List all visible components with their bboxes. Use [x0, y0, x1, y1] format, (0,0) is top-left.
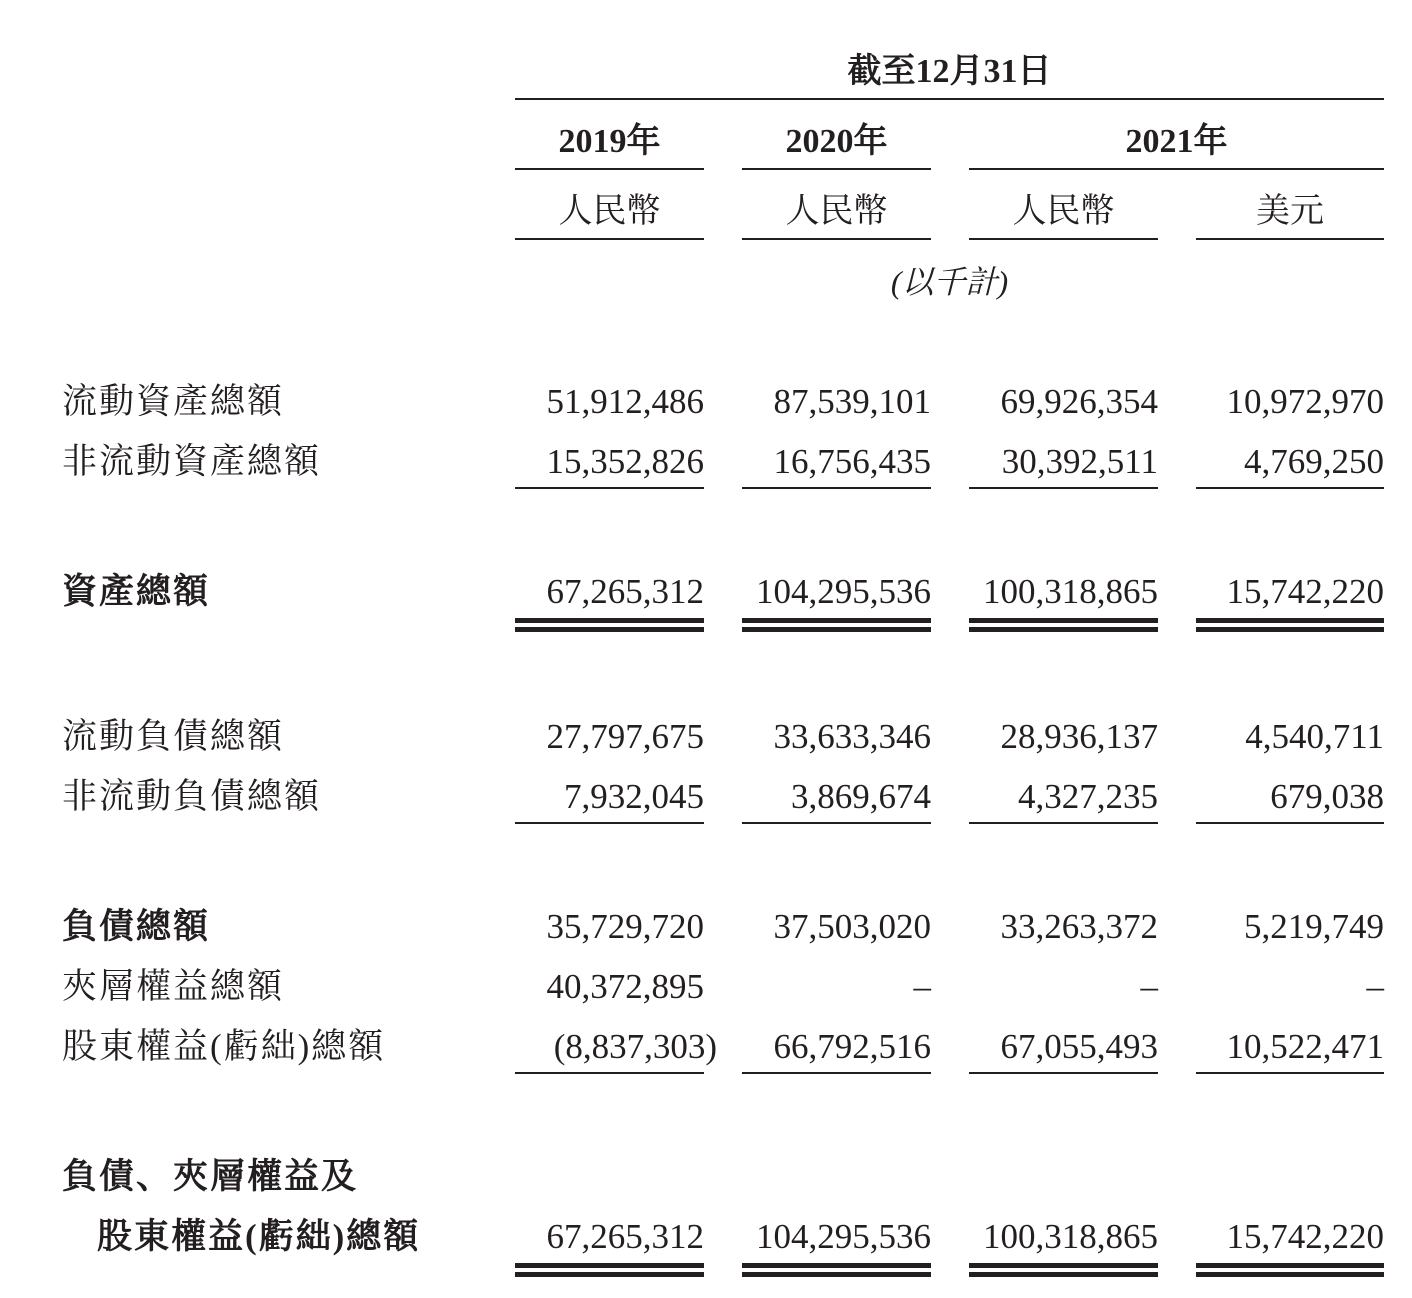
- subtotal-rule: [515, 822, 704, 824]
- cell-value: 67,055,493: [1000, 1027, 1158, 1066]
- row-label: 股東權益(虧絀)總額: [62, 1027, 386, 1066]
- cell-value: 67,265,312: [546, 572, 704, 611]
- cell-value: 7,932,045: [564, 777, 704, 816]
- cell-value: 5,219,749: [1244, 907, 1384, 946]
- year-2019-header: 2019年: [558, 123, 661, 160]
- cell-value: –: [1366, 967, 1384, 1006]
- subtotal-rule: [742, 487, 931, 489]
- cell-value: 4,769,250: [1244, 442, 1384, 481]
- row-label: 流動資產總額: [62, 382, 285, 421]
- cell-value: 104,295,536: [756, 1217, 931, 1256]
- cell-value: 87,539,101: [773, 382, 931, 421]
- cell-value: 10,522,471: [1226, 1027, 1384, 1066]
- currency-2021-usd: 美元: [1256, 193, 1324, 230]
- row-label: 負債、夾層權益及: [62, 1157, 359, 1196]
- cell-value: 15,742,220: [1226, 572, 1384, 611]
- total-double-rule: [742, 1263, 931, 1277]
- currency-rule: [1196, 238, 1384, 240]
- currency-2021-rmb: 人民幣: [1012, 193, 1115, 230]
- period-rule: [515, 98, 1384, 100]
- period-header: 截至12月31日: [847, 53, 1052, 90]
- cell-value: 4,540,711: [1245, 717, 1384, 756]
- subtotal-rule: [969, 487, 1158, 489]
- currency-rule: [742, 238, 931, 240]
- year-2020-rule: [742, 168, 931, 170]
- row-label: 股東權益(虧絀)總額: [97, 1217, 421, 1256]
- total-double-rule: [969, 1263, 1158, 1277]
- subtotal-rule: [1196, 1072, 1384, 1074]
- cell-value: 35,729,720: [546, 907, 704, 946]
- subtotal-rule: [515, 1072, 704, 1074]
- total-double-rule: [1196, 618, 1384, 632]
- total-double-rule: [969, 618, 1158, 632]
- cell-value: –: [913, 967, 931, 1006]
- subtotal-rule: [515, 487, 704, 489]
- cell-value: 16,756,435: [773, 442, 931, 481]
- cell-value: 100,318,865: [983, 1217, 1158, 1256]
- total-double-rule: [1196, 1263, 1384, 1277]
- row-label: 非流動資產總額: [62, 442, 322, 481]
- subtotal-rule: [1196, 822, 1384, 824]
- unit-note: (以千計): [890, 264, 1009, 300]
- cell-value: (8,837,303): [553, 1027, 717, 1066]
- cell-value: 15,742,220: [1226, 1217, 1384, 1256]
- row-label: 非流動負債總額: [62, 777, 322, 816]
- cell-value: 33,633,346: [773, 717, 931, 756]
- total-double-rule: [742, 618, 931, 632]
- year-2019-rule: [515, 168, 704, 170]
- cell-value: 69,926,354: [1000, 382, 1158, 421]
- cell-value: 37,503,020: [773, 907, 931, 946]
- year-2021-header: 2021年: [1125, 123, 1228, 160]
- subtotal-rule: [742, 1072, 931, 1074]
- row-label: 流動負債總額: [62, 717, 285, 756]
- year-2020-header: 2020年: [785, 123, 888, 160]
- subtotal-rule: [969, 1072, 1158, 1074]
- currency-2020: 人民幣: [785, 193, 888, 230]
- year-2021-rule: [969, 168, 1384, 170]
- total-double-rule: [515, 618, 704, 632]
- row-label: 資產總額: [62, 572, 211, 611]
- cell-value: –: [1140, 967, 1158, 1006]
- cell-value: 4,327,235: [1018, 777, 1158, 816]
- cell-value: 10,972,970: [1226, 382, 1384, 421]
- cell-value: 33,263,372: [1000, 907, 1158, 946]
- currency-2019: 人民幣: [558, 193, 661, 230]
- cell-value: 100,318,865: [983, 572, 1158, 611]
- cell-value: 3,869,674: [791, 777, 931, 816]
- subtotal-rule: [1196, 487, 1384, 489]
- cell-value: 67,265,312: [546, 1217, 704, 1256]
- cell-value: 27,797,675: [546, 717, 704, 756]
- subtotal-rule: [969, 822, 1158, 824]
- subtotal-rule: [742, 822, 931, 824]
- total-double-rule: [515, 1263, 704, 1277]
- currency-rule: [515, 238, 704, 240]
- cell-value: 66,792,516: [773, 1027, 931, 1066]
- cell-value: 15,352,826: [546, 442, 704, 481]
- cell-value: 30,392,511: [1001, 442, 1158, 481]
- cell-value: 51,912,486: [546, 382, 704, 421]
- cell-value: 104,295,536: [756, 572, 931, 611]
- row-label: 負債總額: [62, 907, 211, 946]
- cell-value: 679,038: [1270, 777, 1384, 816]
- row-label: 夾層權益總額: [62, 967, 285, 1006]
- cell-value: 40,372,895: [546, 967, 704, 1006]
- cell-value: 28,936,137: [1000, 717, 1158, 756]
- currency-rule: [969, 238, 1158, 240]
